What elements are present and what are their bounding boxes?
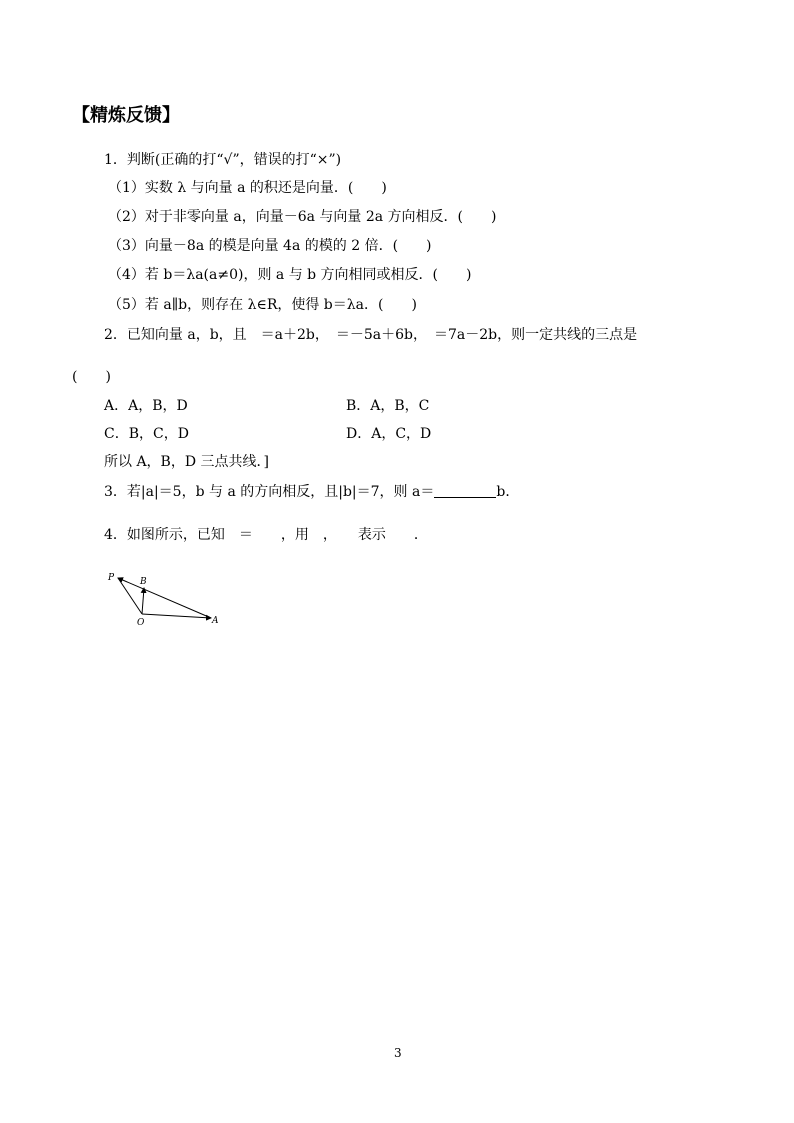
segment-ap	[118, 578, 211, 618]
question-1-stem: 1．判断(正确的打“√”，错误的打“×”)	[104, 152, 342, 168]
question-4-stem: 4．如图所示，已知 ＝ ，用 ， 表示 ．	[104, 527, 428, 543]
question-2-paren: ( )	[72, 369, 111, 385]
segment-ob	[142, 588, 144, 614]
question-3-prefix: 3．若|a|＝5，b 与 a 的方向相反，且|b|＝7，则 a＝	[104, 484, 435, 500]
page-number: 3	[394, 1046, 402, 1060]
question-1-item-4: （4）若 b＝λa(a≠0)，则 a 与 b 方向相同或相反．( )	[108, 267, 472, 283]
question-1-item-1: （1）实数 λ 与向量 a 的积还是向量．( )	[108, 180, 387, 196]
question-3	[104, 482, 519, 502]
question-3-suffix: b．	[496, 484, 520, 500]
option-d: D．A，C，D	[346, 426, 432, 442]
section-title: 【精炼反馈】	[72, 105, 180, 126]
label-o: O	[137, 618, 145, 628]
question-2-stem: 2．已知向量 a，b，且 ＝a＋2b， ＝－5a＋6b， ＝7a－2b，则一定共线的三点是	[104, 327, 638, 343]
question-1-item-3: （3）向量－8a 的模是向量 4a 的模的 2 倍．( )	[108, 238, 432, 254]
label-b: B	[140, 577, 147, 587]
answer-blank	[434, 483, 496, 498]
vector-figure	[104, 568, 224, 628]
segment-oa	[142, 614, 211, 618]
question-1-item-5: （5）若 a∥b，则存在 λ∈R，使得 b＝λa．( )	[108, 297, 417, 313]
question-2-note: 所以 A，B，D 三点共线．]	[104, 454, 269, 470]
label-p: P	[108, 573, 115, 583]
option-b: B．A，B，C	[346, 398, 430, 414]
option-a: A．A，B，D	[104, 398, 188, 414]
label-a: A	[212, 616, 219, 626]
option-c: C．B，C，D	[104, 426, 189, 442]
question-1-item-2: （2）对于非零向量 a，向量－6a 与向量 2a 方向相反．( )	[108, 209, 497, 225]
